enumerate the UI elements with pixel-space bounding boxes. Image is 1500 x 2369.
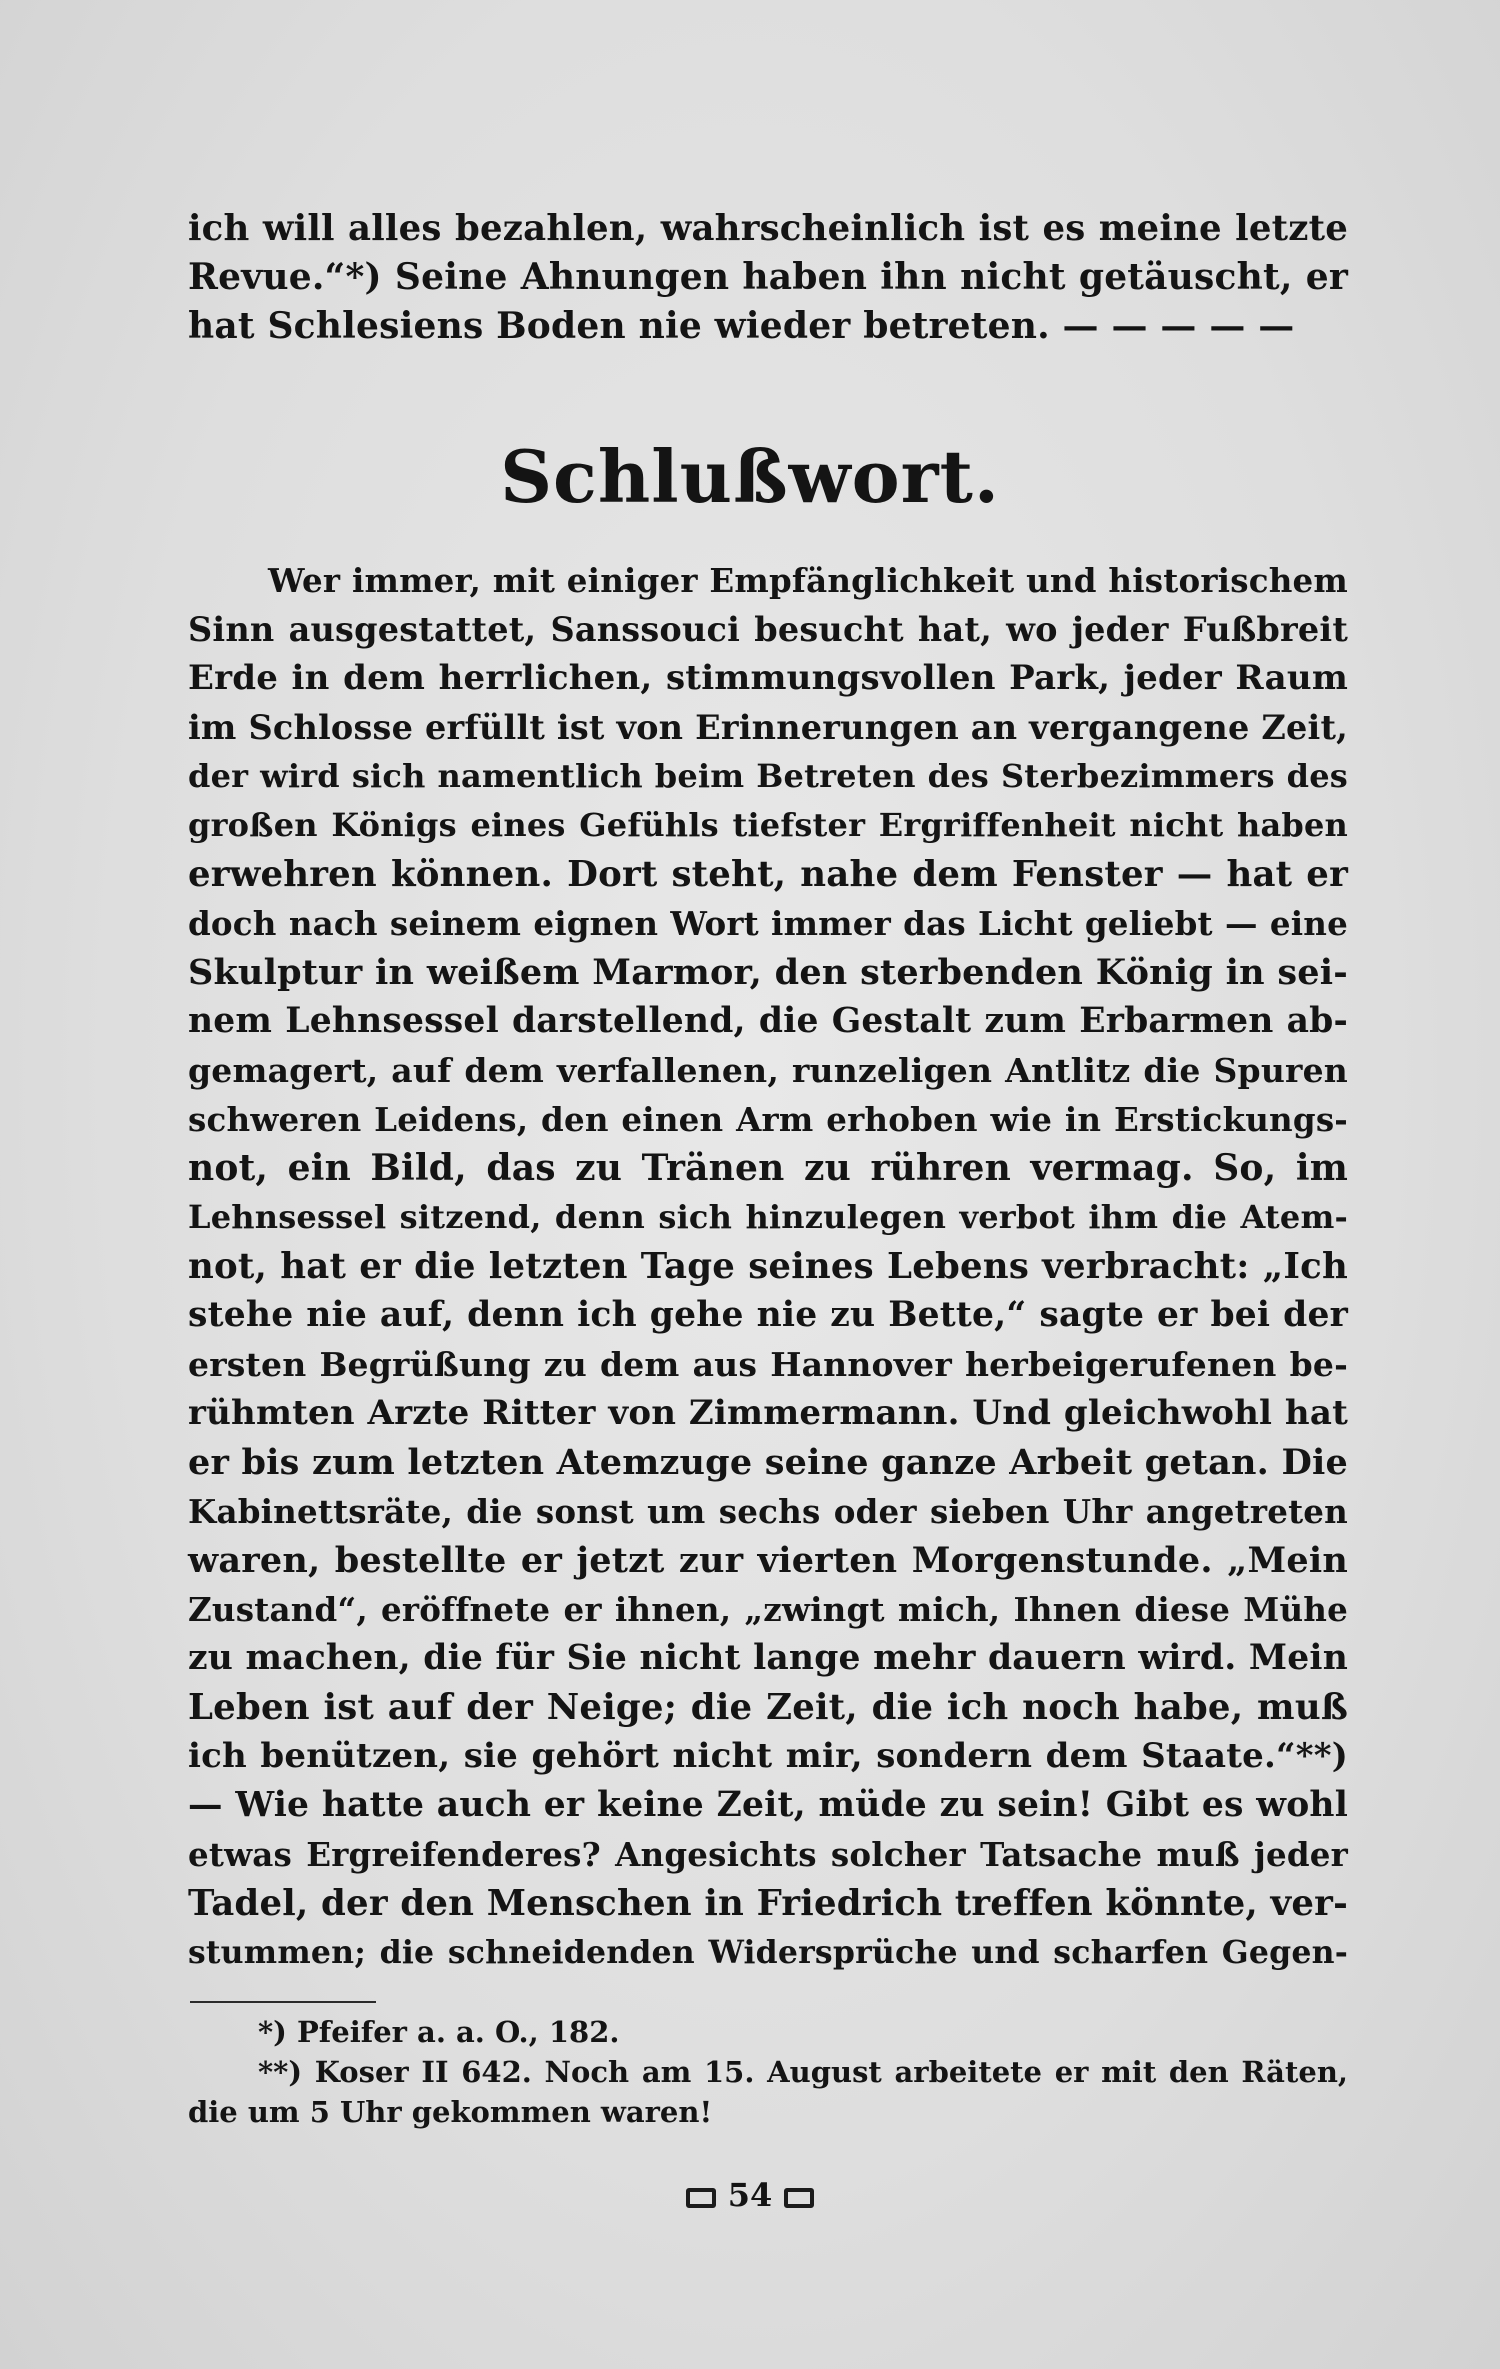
text-line: der wird sich namentlich beim Betreten des Sterbezimmers des bbox=[188, 757, 1348, 795]
text-line: gemagert, auf dem verfallenen, runzeligen Antlitz die Spuren bbox=[188, 1051, 1348, 1090]
footnote-divider bbox=[190, 2001, 376, 2003]
text-line: er bis zum letzten Atemzuge seine ganze Arbeit getan. Die bbox=[188, 1442, 1348, 1483]
text-line: — Wie hatte auch er keine Zeit, müde zu sein! Gibt es wohl bbox=[188, 1785, 1348, 1825]
text-line: erwehren können. Dort steht, nahe dem Fenster — hat er bbox=[188, 854, 1348, 895]
text-line: hat Schlesiens Boden nie wieder betreten. — — — — — bbox=[188, 305, 1295, 347]
text-line: großen Königs eines Gefühls tiefster Ergriffenheit nicht haben bbox=[188, 806, 1348, 844]
text-line: doch nach seinem eignen Wort immer das Licht geliebt — eine bbox=[188, 904, 1348, 943]
footnotes bbox=[188, 2012, 1348, 2132]
text-line: Leben ist auf der Neige; die Zeit, die ich noch habe, muß bbox=[188, 1687, 1348, 1728]
ornament-box-icon bbox=[784, 2188, 814, 2208]
page-footer bbox=[0, 2170, 1500, 2220]
text-line: Skulptur in weißem Marmor, den sterbenden König in sei- bbox=[188, 952, 1348, 993]
body-paragraph bbox=[188, 556, 1348, 1977]
text-line: rühmten Arzte Ritter von Zimmermann. Und gleichwohl hat bbox=[188, 1393, 1348, 1433]
text-line: Revue.“*) Seine Ahnungen haben ihn nicht getäuscht, er bbox=[188, 256, 1348, 298]
text-line: nem Lehnsessel darstellend, die Gestalt zum Erbarmen ab- bbox=[188, 1001, 1348, 1041]
text-line: ersten Begrüßung zu dem aus Hannover herbeigerufenen be- bbox=[188, 1345, 1348, 1384]
text-line: waren, bestellte er jetzt zur vierten Morgenstunde. „Mein bbox=[188, 1540, 1348, 1581]
footnote-continuation: die um 5 Uhr gekommen waren! bbox=[188, 2095, 713, 2129]
ornament-box-icon bbox=[686, 2188, 716, 2208]
text-line: Tadel, der den Menschen in Friedrich treffen könnte, ver- bbox=[188, 1883, 1348, 1924]
text-line: ich will alles bezahlen, wahrscheinlich ist es meine letzte bbox=[188, 208, 1348, 249]
text-line: Sinn ausgestattet, Sanssouci besucht hat, wo jeder Fußbreit bbox=[188, 610, 1348, 649]
intro-paragraph bbox=[188, 204, 1348, 351]
page-number: 54 bbox=[727, 2176, 773, 2214]
section-heading: Schlußwort. bbox=[500, 434, 1000, 519]
text-line: stummen; die schneidenden Widersprüche und scharfen Gegen- bbox=[188, 1934, 1348, 1971]
text-line: not, ein Bild, das zu Tränen zu rühren vermag. So, im bbox=[188, 1147, 1348, 1189]
text-line: Erde in dem herrlichen, stimmungsvollen Park, jeder Raum bbox=[188, 658, 1348, 698]
text-line: Zustand“, eröffnete er ihnen, „zwingt mich, Ihnen diese Mühe bbox=[188, 1590, 1348, 1629]
text-line: ich benützen, sie gehört nicht mir, sondern dem Staate.“**) bbox=[188, 1736, 1348, 1776]
text-line: Kabinettsräte, die sonst um sechs oder sieben Uhr angetreten bbox=[188, 1492, 1348, 1531]
footnote: *) Pfeifer a. a. O., 182. bbox=[258, 2015, 620, 2049]
text-line: Lehnsessel sitzend, denn sich hinzulegen verbot ihm die Atem- bbox=[188, 1198, 1348, 1236]
text-line: etwas Ergreifenderes? Angesichts solcher Tatsache muß jeder bbox=[188, 1835, 1348, 1874]
text-line: stehe nie auf, denn ich gehe nie zu Bette,“ sagte er bei der bbox=[188, 1295, 1348, 1335]
text-line: not, hat er die letzten Tage seines Lebens verbracht: „Ich bbox=[188, 1246, 1348, 1287]
footnote: **) Koser II 642. Noch am 15. August arbeitete er mit den Räten, bbox=[258, 2055, 1348, 2089]
text-line: Wer immer, mit einiger Empfänglichkeit und historischem bbox=[268, 561, 1348, 600]
text-line: zu machen, die für Sie nicht lange mehr dauern wird. Mein bbox=[188, 1638, 1348, 1678]
text-line: im Schlosse erfüllt ist von Erinnerungen an vergangene Zeit, bbox=[188, 708, 1348, 747]
text-line: schweren Leidens, den einen Arm erhoben wie in Erstickungs- bbox=[188, 1100, 1348, 1139]
